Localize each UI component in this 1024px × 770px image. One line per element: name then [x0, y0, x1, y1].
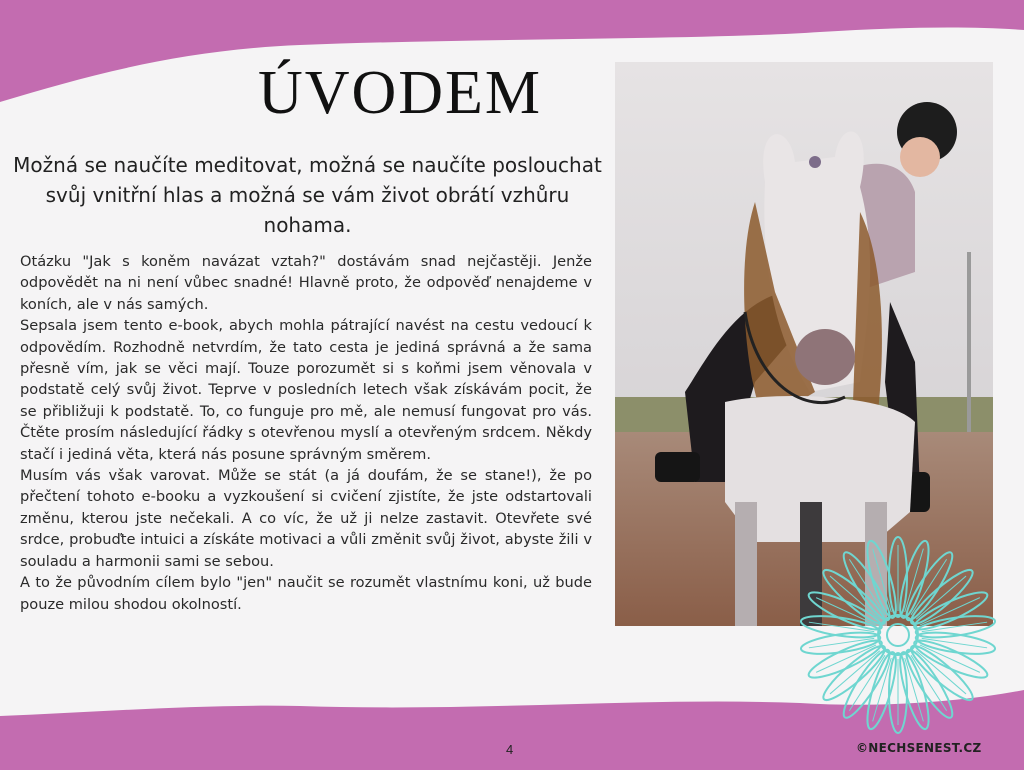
paragraph: Musím vás však varovat. Může se stát (a já doufám, že se stane!), že po přečtení tohoto e-booku a vyzkoušení si cvičení zjistíte, že jste odstartovali změnu, kterou jste nečekali. A co víc, že už ji nelze zastavit. Otevřete své srdce, probuďte intuici a získáte motivaci a vůli změnit svůj život, abyste žili v souladu a harmonii sami se sebou. — [20, 467, 592, 570]
flower-icon — [784, 530, 1012, 740]
paragraph: Otázku "Jak s koněm navázat vztah?" dostávám snad nejčastěji. Jenže odpovědět na ni není vůbec snadné! Hlavně proto, že odpověď nenajdeme v koních, ale v nás samých. — [20, 253, 592, 313]
page-title: ÚVODEM — [257, 59, 543, 127]
footer-website: ©NECHSENEST.CZ — [856, 741, 982, 755]
page-number: 4 — [506, 742, 514, 757]
paragraph: A to že původním cílem bylo "jen" naučit se rozumět vlastnímu koni, už bude pouze milou shodou okolností. — [20, 574, 592, 613]
body-text — [20, 251, 592, 615]
page-subtitle: Možná se naučíte meditovat, možná se naučíte poslouchat svůj vnitřní hlas a možná se vám život obrátí vzhůru nohama. — [13, 153, 602, 237]
paragraph: Sepsala jsem tento e-book, abych mohla pátrající navést na cestu vedoucí k odpovědím. Rozhodně netvrdím, že tato cesta je jediná správná a že sama přesně vím, jak se věci mají. Touze porozumět si s koňmi jsem věnovala v podstatě celý svůj život. Teprve v posledních letech však získávám pocit, že se přibližuji k podstatě. To, co funguje pro mě, ale nemusí fungovat pro vás. Čtěte prosím následující řádky s otevřenou myslí a otevřeným srdcem. Někdy stačí i jediná věta, která nás posune správným směrem. — [20, 317, 592, 463]
